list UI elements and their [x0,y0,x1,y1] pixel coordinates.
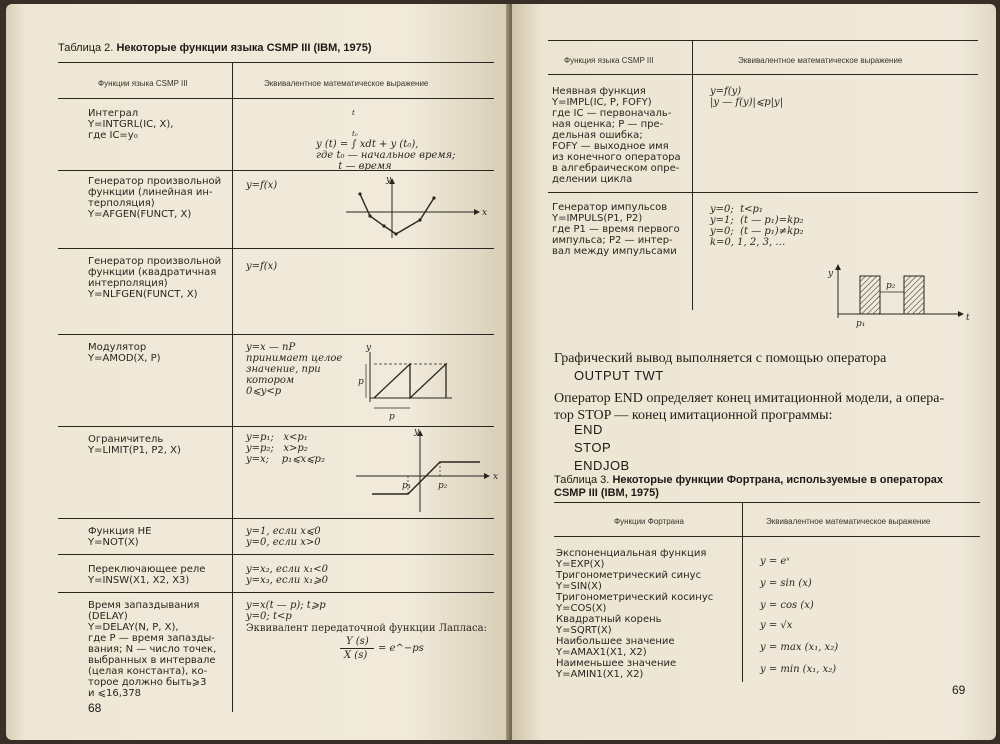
table2-row-impl-expr: y=f(y) |y — f(y)|⩽p|y| [710,86,784,108]
limit-curve [372,462,480,494]
table2-row-insw-expr: y=x₂, если x₁<0 y=x₃, если x₁⩾0 [246,564,328,586]
table2-caption-title: Некоторые функции языка CSMP III (IBM, 1975) [116,42,372,54]
table2-row-not-func: Функция НЕ Y=NOT(X) [88,526,152,548]
table2-row-rule [58,170,494,171]
amod-sawtooth [374,364,446,398]
left-page [6,4,510,740]
table2-row-afgen-expr: y=f(x) [246,180,278,191]
table3-row-cos-func: Тригонометрический косинус Y=COS(X) [556,592,714,614]
open-book [6,4,996,742]
table3-row-sin-expr: y = sin (x) [760,578,812,589]
table2-col-header-functions: Функции языка CSMP III [98,79,188,88]
amod-p-label-horizontal: p [389,412,395,422]
table2-continued-col-header-functions: Функция языка CSMP III [564,56,654,65]
table2-row-impuls-expr: y=0; t<p₁ y=1; (t — p₁)=kp₂ y=0; (t — p₁)≠kp₂ k=0, 1, 2, 3, … [710,204,804,248]
table3-row-amin1-expr: y = min (x₁, x₂) [760,664,837,675]
impuls-y-label: y [828,269,834,279]
afgen-graph [346,176,486,246]
afgen-y-label: y [386,175,392,185]
table2-row-integral-func: Интеграл Y=INTGRL(IC, X), где IC=y₀ [88,108,174,141]
delay-laplace-fraction-bar [340,648,374,649]
table3-caption-title-a: Некоторые функции Фортрана, используемые в операторах [612,474,944,486]
table3-row-cos-expr: y = cos (x) [760,600,814,611]
table3-caption-prefix: Таблица 3. [554,474,610,486]
integral-lower-limit: t₀ [352,130,358,138]
table2-row-impl-func: Неявная функция Y=IMPL(IC, P, FOFY) где IC — первоначаль- ная оценка; P — пре- дельная ошибка; FOFY — выходное имя из конечного оператора в алгебраическом опре- делении цикла [552,86,681,185]
right-page [512,4,996,740]
afgen-x-arrow [474,209,480,215]
delay-laplace-numerator: Y (s) [346,636,369,647]
limit-x-arrow [484,473,490,479]
limit-p1-label: p₁ [402,481,412,491]
table2-col-header-expression: Эквивалентное математическое выражение [264,79,429,88]
table2-continued-top-rule [548,40,978,41]
limit-y-label: y [414,427,420,437]
impuls-graph [828,264,972,330]
table3-row-exp-func: Экспоненциальная функция Y=EXP(X) [556,548,707,570]
table2-row-rule [58,334,494,335]
impuls-t-arrow [958,311,964,317]
delay-laplace-rhs: = e^−ps [378,643,424,654]
table2-row-delay-func: Время запаздывания (DELAY) Y=DELAY(N, P, X), где P — время запазды- вания; N — число точек, выбранных в интервале (целая константа), ко- торое должно быть⩾3 и ⩽16,378 [88,600,217,699]
table2-caption-prefix: Таблица 2. [58,42,114,54]
table3-row-sqrt-expr: y = √x [760,620,793,631]
table2-row-nlfgen-func: Генератор произвольной функции (квадратичная интерполяция) Y=NLFGEN(FUNCT, X) [88,256,222,300]
limit-p2-label: p₂ [438,481,448,491]
table2-continued-row-rule [548,192,978,193]
table2-row-not-expr: y=1, если x⩽0 y=0, если x>0 [246,526,321,548]
impuls-pulse-1 [860,276,880,314]
table2-row-limit-expr: y=p₁; x<p₁ y=p₂; x>p₂ y=x; p₁⩽x⩽p₂ [246,432,325,465]
table2-row-limit-func: Ограничитель Y=LIMIT(P1, P2, X) [88,434,181,456]
table3-col-header-functions: Функции Фортрана [614,517,684,526]
table2-column-divider [232,62,233,712]
code-end: END [574,422,603,437]
table3-col-header-expression: Эквивалентное математическое выражение [766,517,931,526]
table2-continued-col-header-expression: Эквивалентное математическое выражение [738,56,903,65]
table2-row-amod-func: Модулятор Y=AMOD(X, P) [88,342,161,364]
table2-row-delay-expr: y=x(t — p); t⩾p y=0; t<p [246,600,326,622]
impuls-y-arrow [835,264,841,270]
afgen-curve [360,194,434,234]
table2-caption [58,42,372,54]
table2-row-rule [58,248,494,249]
table3-row-sin-func: Тригонометрический синус Y=SIN(X) [556,570,702,592]
table2-row-impuls-func: Генератор импульсов Y=IMPULS(P1, P2) где P1 — время первого импульса; P2 — интер- вал между импульсами [552,202,680,257]
code-stop: STOP [574,440,612,455]
table3-header-rule [554,536,980,537]
delay-laplace-denominator: X (s) [344,650,368,661]
limit-x-label: x [493,472,499,482]
table2-continued-header-rule [548,74,978,75]
amod-p-label-vertical: p [358,377,364,387]
impuls-p1-label: p₁ [856,319,866,329]
table3-caption-line-1 [554,474,943,486]
limit-graph [356,427,499,514]
table2-row-insw-func: Переключающее реле Y=INSW(X1, X2, X3) [88,564,206,586]
page-number-right: 69 [952,683,966,697]
table3-row-sqrt-func: Квадратный корень Y=SQRT(X) [556,614,662,636]
delay-laplace-label: Эквивалент передаточной функции Лапласа: [246,623,487,634]
integral-expr-text: y (t) = ∫ xdt + y (t₀), где t₀ — начальное время; t — время [316,139,456,172]
impuls-p2-label: p₂ [886,281,896,291]
code-endjob: ENDJOB [574,458,630,473]
table2-top-rule [58,62,494,63]
afgen-x-label: x [482,208,488,218]
table3-top-rule [554,502,980,503]
code-output-twt: OUTPUT TWT [574,368,664,383]
integral-expression [316,139,456,172]
table3-row-amin1-func: Наименьшее значение Y=AMIN1(X1, X2) [556,658,677,680]
end-stop-paragraph-line-2: тор STOP — конец имитационной программы: [554,408,833,423]
end-stop-paragraph-line-1: Оператор END определяет конец имитационной модели, а опера- [554,391,945,406]
amod-y-label: y [366,343,372,353]
table3-column-divider [742,502,743,682]
table3-row-amax1-func: Наибольшее значение Y=AMAX1(X1, X2) [556,636,675,658]
impuls-t-label: t [966,313,970,323]
table3-row-exp-expr: y = eˣ [760,556,790,567]
table2-row-afgen-func: Генератор произвольной функции (линейная ин- терполяция) Y=AFGEN(FUNCT, X) [88,176,222,220]
integral-upper-limit: t [352,109,355,117]
table2-row-rule [58,592,494,593]
amod-graph [356,342,456,422]
table3-row-amax1-expr: y = max (x₁, x₂) [760,642,839,653]
table2-row-rule [58,554,494,555]
table2-row-nlfgen-expr: y=f(x) [246,261,278,272]
table2-header-rule [58,98,494,99]
table2-row-rule [58,426,494,427]
page-number-left: 68 [88,701,102,715]
table2-row-rule [58,518,494,519]
table2-continued-column-divider [692,40,693,310]
table2-row-amod-expr: y=x — nP принимает целое значение, при котором 0⩽y<p [246,342,343,397]
impuls-pulse-2 [904,276,924,314]
table3-caption-line-2: CSMP III (IBM, 1975) [554,487,659,499]
graphics-output-paragraph: Графический вывод выполняется с помощью оператора [554,351,887,366]
